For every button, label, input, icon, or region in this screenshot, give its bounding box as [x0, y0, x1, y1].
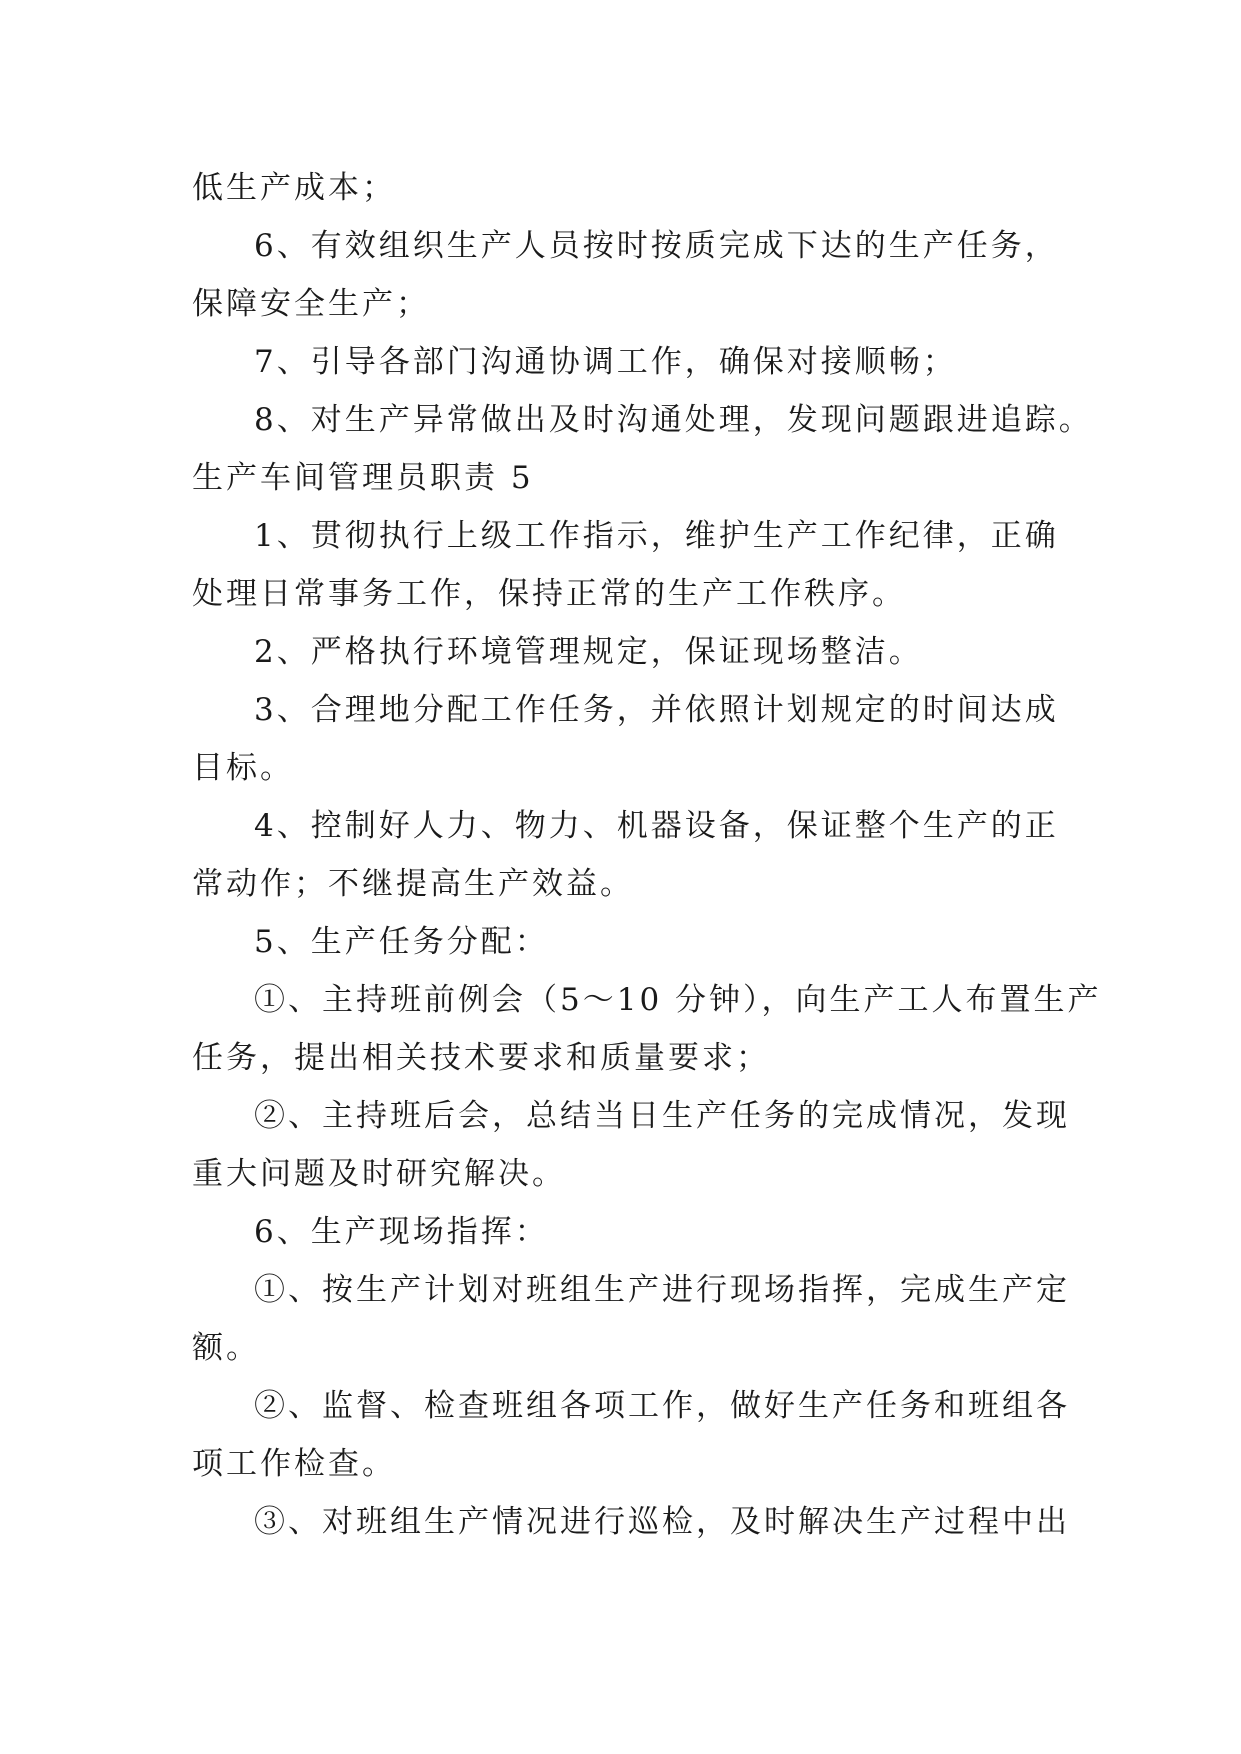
- text-line: ②、监督、检查班组各项工作，做好生产任务和班组各: [254, 1388, 1070, 1424]
- text-line: 任务，提出相关技术要求和质量要求；: [192, 1040, 770, 1076]
- text-line: 常动作；不继提高生产效益。: [192, 866, 634, 902]
- text-line: ①、主持班前例会（5～10 分钟），向生产工人布置生产: [254, 982, 1102, 1018]
- section-heading: 生产车间管理员职责 5: [192, 460, 534, 496]
- text-line: 4、控制好人力、物力、机器设备，保证整个生产的正: [254, 808, 1059, 844]
- text-line: 3、合理地分配工作任务，并依照计划规定的时间达成: [254, 692, 1059, 728]
- text-line: 8、对生产异常做出及时沟通处理，发现问题跟进追踪。: [254, 402, 1093, 438]
- text-line: 6、有效组织生产人员按时按质完成下达的生产任务，: [254, 228, 1059, 264]
- text-line: ②、主持班后会，总结当日生产任务的完成情况，发现: [254, 1098, 1070, 1134]
- text-line: 处理日常事务工作，保持正常的生产工作秩序。: [192, 576, 906, 612]
- text-line: 6、生产现场指挥：: [254, 1214, 549, 1250]
- text-line: 7、引导各部门沟通协调工作，确保对接顺畅；: [254, 344, 957, 380]
- text-line: 额。: [192, 1330, 260, 1366]
- text-line: 项工作检查。: [192, 1446, 396, 1482]
- text-line: 目标。: [192, 750, 294, 786]
- text-line: 低生产成本；: [192, 170, 396, 206]
- text-line: 1、贯彻执行上级工作指示，维护生产工作纪律，正确: [254, 518, 1059, 554]
- text-line: 2、严格执行环境管理规定，保证现场整洁。: [254, 634, 923, 670]
- text-line: 重大问题及时研究解决。: [192, 1156, 566, 1192]
- text-line: ①、按生产计划对班组生产进行现场指挥，完成生产定: [254, 1272, 1070, 1308]
- text-line: 5、生产任务分配：: [254, 924, 549, 960]
- text-line: ③、对班组生产情况进行巡检，及时解决生产过程中出: [254, 1504, 1070, 1540]
- text-line: 保障安全生产；: [192, 286, 430, 322]
